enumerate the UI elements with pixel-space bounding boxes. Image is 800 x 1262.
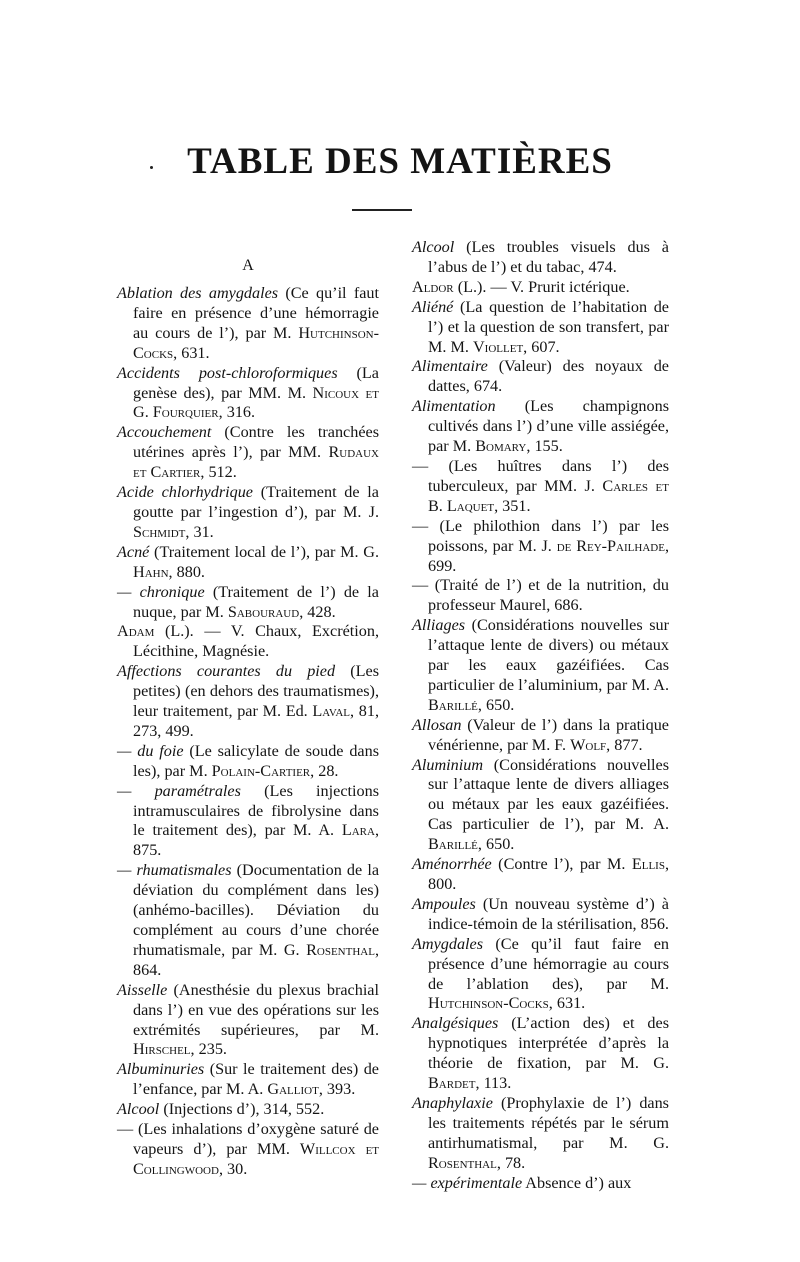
- entry-text: (Les petites) (en dehors des traumatismes), leur traitement, par M. Ed.: [133, 662, 379, 721]
- entry-author: Adam: [117, 622, 155, 641]
- index-entry: [117, 622, 379, 662]
- entry-tail: , 880.: [168, 562, 205, 581]
- right-column: [412, 238, 669, 1194]
- index-entry: [117, 861, 379, 980]
- entry-text: (Les champignons cultivés dans l’) d’une ville assiégée, par M.: [428, 397, 669, 456]
- entry-headword: Aliéné: [412, 297, 454, 316]
- entry-text: — (Le philothion dans l’) par les poissons, par M. J.: [412, 516, 669, 555]
- title-rule: [352, 209, 412, 211]
- index-entry: [117, 364, 379, 424]
- index-entry: [117, 543, 379, 583]
- entry-author: Barillé: [428, 835, 478, 854]
- index-entry: [412, 238, 669, 278]
- entry-headword: Affections courantes du pied: [117, 662, 336, 681]
- entry-text: (Ce qu’il faut faire en présence d’une hémorragie au cours de l’), par M.: [133, 284, 379, 342]
- entry-headword: Ablation des amygdales: [117, 284, 279, 302]
- entry-author: Galliot: [267, 1080, 319, 1099]
- index-entry: [412, 895, 669, 935]
- right-entries: [412, 238, 669, 1194]
- entry-text: (Sur le traitement des) de l’enfance, par M. A.: [133, 1060, 379, 1099]
- index-entry: [117, 1060, 379, 1100]
- section-letter: A: [242, 257, 254, 274]
- entry-text: (La genèse des), par MM. M.: [133, 363, 379, 402]
- entry-headword: Acné: [117, 542, 150, 561]
- index-entry: [412, 517, 669, 577]
- entry-headword: Aluminium: [412, 755, 484, 774]
- index-entry: [412, 935, 669, 1015]
- entry-text: (Valeur de l’) dans la pratique vénérienne, par M. F.: [428, 715, 669, 754]
- entry-tail: , 31.: [185, 522, 214, 541]
- index-entry: [412, 298, 669, 358]
- entry-text: — (Traité de l’) et de la nutrition, du professeur Maurel, 686.: [412, 576, 669, 615]
- entry-headword: Analgésiques: [412, 1014, 499, 1033]
- entry-headword: Alliages: [412, 616, 466, 635]
- entry-text: — (Les inhalations d’oxygène saturé de vapeurs d’), par MM.: [117, 1120, 379, 1158]
- entry-tail: , 631.: [173, 343, 210, 362]
- entry-text: (L’action des) et des hypnotiques interprétée d’après la théorie de fixation, par M. G.: [428, 1014, 669, 1073]
- entry-text: (Un nouveau système d’) à indice-témoin de la stérilisation, 856.: [428, 894, 669, 933]
- entry-text: — (Les huîtres dans l’) des tuberculeux, par MM. J.: [412, 456, 669, 495]
- index-entry: [117, 1120, 379, 1180]
- entry-tail: , 316.: [218, 403, 256, 422]
- entry-text: (Injections d’), 314, 552.: [159, 1100, 325, 1119]
- entry-author: Aldor: [412, 277, 454, 296]
- entry-tail: , 699.: [428, 536, 669, 575]
- entry-text: (Le salicylate de soude dans les), par M.: [133, 741, 379, 780]
- entry-tail: , 155.: [526, 437, 563, 456]
- entry-headword: Anaphylaxie: [412, 1093, 493, 1112]
- entry-headword: Alcool: [412, 238, 455, 256]
- entry-text: (Contre les tranchées utérines après l’), par MM.: [133, 423, 379, 462]
- index-entry: [412, 716, 669, 756]
- index-entry: [412, 1094, 669, 1174]
- entry-author: Hirschel: [133, 1040, 191, 1059]
- entry-headword: — chronique: [117, 582, 205, 601]
- entry-text: (Considérations nouvelles sur l’attaque lente de divers) ou métaux par les eaux gazéifiées. Cas particulier de l’aluminium, par M. A.: [428, 616, 669, 694]
- entry-author: Carles et B. Laquet: [428, 476, 670, 515]
- entry-author: Willcox et Collingwood: [133, 1139, 380, 1178]
- entry-author: Ellis: [631, 855, 665, 874]
- index-entry: [412, 278, 669, 298]
- entry-headword: Albuminuries: [117, 1060, 205, 1079]
- index-entry: [412, 1174, 669, 1194]
- index-entry: [412, 357, 669, 397]
- entry-author: Rudaux et Cartier: [133, 443, 379, 482]
- entry-text: (La question de l’habitation de l’) et la question de son transfert, par M. M.: [428, 297, 669, 356]
- entry-author: Hahn: [133, 562, 169, 581]
- entry-author: Sabouraud: [227, 602, 300, 621]
- index-entry: [412, 855, 669, 895]
- entry-headword: Alcool: [117, 1100, 160, 1119]
- entry-tail: , 28.: [310, 761, 339, 780]
- entry-tail: , 650.: [477, 835, 515, 854]
- entry-text: (Traitement de l’) de la nuque, par M.: [133, 582, 379, 621]
- entry-headword: Alimentation: [412, 397, 496, 416]
- index-entry: [412, 457, 669, 517]
- index-entry: [412, 756, 669, 856]
- index-entry: [117, 742, 379, 782]
- entry-author: Bardet: [428, 1074, 476, 1093]
- entry-author: Rosenthal: [306, 940, 375, 959]
- entry-tail: , 30.: [218, 1159, 248, 1178]
- entry-headword: Alimentaire: [412, 357, 488, 376]
- entry-author: Rosenthal: [428, 1153, 497, 1172]
- index-entry: [117, 483, 379, 543]
- entry-headword: Accouchement: [117, 423, 212, 442]
- index-entry: [117, 284, 379, 364]
- index-entry: [117, 1100, 379, 1120]
- entry-tail: (L.). — V. Prurit ictérique.: [453, 277, 630, 296]
- entry-tail: , 650.: [477, 695, 515, 714]
- entry-author: Schmidt: [133, 522, 186, 541]
- entry-author: Laval: [312, 702, 351, 721]
- entry-headword: Allosan: [412, 715, 462, 734]
- entry-author: Lara: [341, 821, 375, 840]
- entry-text: (Les injections intramusculaires de fibrolysine dans le traitement des), par M. A.: [133, 781, 379, 840]
- entry-headword: Aisselle: [117, 980, 168, 999]
- entry-headword: Accidents post-chloroformiques: [117, 363, 338, 382]
- index-entry: [412, 397, 669, 457]
- index-entry: [412, 616, 669, 716]
- page-title: TABLE DES MATIÈRES: [187, 141, 613, 182]
- entry-text: (Ce qu’il faut faire en présence d’une hémorragie au cours de l’ablation des), par M.: [428, 934, 669, 993]
- left-entries: [117, 284, 379, 1180]
- entry-tail: , 864.: [133, 940, 379, 979]
- entry-tail: , 351.: [494, 496, 531, 515]
- entry-headword: Ampoules: [412, 894, 476, 913]
- entry-author: Viollet: [472, 337, 524, 356]
- index-entry: [117, 423, 379, 483]
- entry-author: Barillé: [428, 695, 478, 714]
- entry-text: (Traitement de la goutte par l’ingestion d’), par M. J.: [133, 483, 379, 521]
- entry-author: Polain-Cartier: [211, 761, 311, 780]
- entry-author: Hutchinson-Cocks: [133, 323, 379, 362]
- entry-tail: , 800.: [428, 855, 669, 893]
- entry-text: (Valeur) des noyaux de dattes, 674.: [428, 357, 669, 396]
- entry-tail: , 78.: [496, 1153, 526, 1172]
- entry-text: (Prophylaxie de l’) dans les traitements répétés par le sérum antirhumatismal, par M. G.: [428, 1093, 669, 1152]
- entry-text: (Anesthésie du plexus brachial dans l’) en vue des opérations sur les extrémités supérieures, par M.: [133, 980, 379, 1039]
- entry-tail: , 631.: [548, 994, 586, 1013]
- entry-author: Bomary: [475, 437, 527, 456]
- entry-tail: , 875.: [133, 821, 379, 860]
- index-entry: [117, 583, 379, 623]
- index-entry: [412, 576, 669, 616]
- entry-tail: , 428.: [299, 602, 336, 621]
- entry-tail: , 393.: [318, 1080, 356, 1099]
- entry-author: Hutchinson-Cocks: [428, 994, 549, 1013]
- entry-author: de Rey-Pailhade: [556, 536, 665, 555]
- entry-tail: , 607.: [523, 337, 560, 356]
- entry-headword: — du foie: [117, 741, 184, 760]
- entry-tail: , 235.: [190, 1040, 227, 1059]
- entry-text: (Considérations nouvelles sur l’attaque lente de divers alliages ou métaux par les eaux gazéifiées. Cas particulier de l’), par M. A.: [428, 755, 669, 834]
- entry-author: Nicoux et G. Fourquier: [133, 383, 379, 422]
- entry-headword: Amygdales: [412, 934, 484, 953]
- entry-text: (Les troubles visuels dus à l’abus de l’) et du tabac, 474.: [428, 238, 669, 276]
- entry-tail: , 113.: [475, 1074, 512, 1093]
- index-entry: [117, 662, 379, 742]
- left-column: [117, 256, 379, 1180]
- entry-headword: Acide chlorhydrique: [117, 483, 253, 502]
- entry-headword: — rhumatismales: [117, 861, 232, 880]
- entry-text: (Traitement local de l’), par M. G.: [149, 542, 379, 561]
- entry-tail: (L.). — V. Chaux, Excrétion, Lécithine, Magnésie.: [133, 622, 379, 661]
- entry-tail: , 81, 273, 499.: [133, 702, 379, 740]
- entry-text: Absence d’) aux: [522, 1173, 632, 1192]
- index-entry: [412, 1014, 669, 1094]
- entry-headword: — expérimentale: [412, 1173, 523, 1192]
- entry-headword: Aménorrhée: [412, 855, 492, 874]
- entry-headword: — paramétrales: [117, 781, 241, 800]
- entry-author: Wolf: [570, 735, 607, 754]
- index-entry: [117, 981, 379, 1061]
- index-entry: [117, 782, 379, 862]
- entry-text: (Contre l’), par M.: [491, 855, 632, 874]
- entry-tail: , 512.: [200, 463, 237, 482]
- entry-text: (Documentation de la déviation du complément dans les) (anhémo-bacilles). Déviation du complément au cours d’une chorée rhumatismale, par M. G.: [133, 861, 379, 959]
- entry-tail: , 877.: [606, 735, 643, 754]
